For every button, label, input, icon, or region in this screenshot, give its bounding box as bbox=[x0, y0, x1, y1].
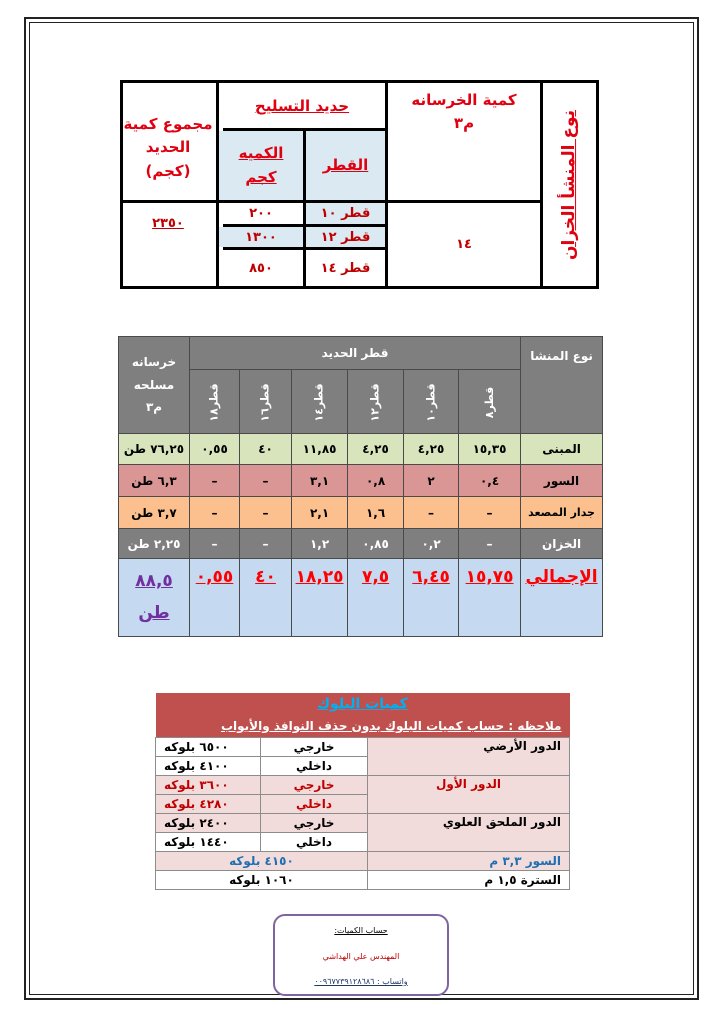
value-cell: ١,٢ bbox=[292, 529, 348, 559]
concrete-qty-header: كمية الخرسانه م٣ bbox=[411, 91, 517, 133]
count-cell: ٦٥٠٠ بلوكه bbox=[156, 737, 261, 756]
block-quantities-table bbox=[155, 693, 570, 890]
total-label: الإجمالي bbox=[521, 559, 603, 637]
count-cell: ٤٢٨٠ بلوكه bbox=[156, 794, 261, 813]
table-row bbox=[156, 851, 570, 870]
structure-type-header: نوع المنشأ الخزان bbox=[559, 109, 580, 260]
diameter-col-header: قطر٨ bbox=[459, 370, 521, 434]
value-cell: ١٥,٣٥ bbox=[459, 434, 521, 465]
concrete-cell: ٢,٢٥ طن bbox=[119, 529, 190, 559]
block-table-title: كميات البلوك bbox=[156, 693, 570, 715]
value-cell: ٤,٢٥ bbox=[404, 434, 459, 465]
value-cell: ١١,٨٥ bbox=[292, 434, 348, 465]
table-row bbox=[119, 465, 603, 497]
parapet-count: ١٠٦٠ بلوكه bbox=[156, 870, 368, 889]
quantity-cell: ١٣٠٠ bbox=[219, 227, 303, 247]
quantity-cell: ٢٠٠ bbox=[249, 206, 273, 221]
floor-label: الدور الأرضي bbox=[368, 737, 570, 775]
count-cell: ١٤٤٠ بلوكه bbox=[156, 832, 261, 851]
side-cell: خارجي bbox=[261, 813, 368, 832]
contact-card bbox=[273, 914, 449, 996]
count-cell: ٣٦٠٠ بلوكه bbox=[156, 775, 261, 794]
type-header: نوع المنشا bbox=[521, 337, 603, 434]
diameter-group-header: قطر الحديد bbox=[190, 337, 521, 370]
value-cell: ١,٦ bbox=[348, 497, 404, 529]
rebar-header: حديد التسليح bbox=[254, 97, 350, 116]
value-cell: – bbox=[240, 529, 292, 559]
count-cell: ٤١٠٠ بلوكه bbox=[156, 756, 261, 775]
table-row bbox=[156, 813, 570, 832]
concrete-cell: ٣,٧ طن bbox=[119, 497, 190, 529]
concrete-cell: ٦,٣ طن bbox=[119, 465, 190, 497]
value-cell: – bbox=[190, 497, 240, 529]
value-cell: ٠,٢ bbox=[404, 529, 459, 559]
quantity-header: الكميه كجم bbox=[219, 131, 303, 200]
total-value-cell: ٦,٤٥ bbox=[404, 559, 459, 637]
concrete-header: خرسانه مسلحه م٣ bbox=[119, 337, 190, 434]
value-cell: ٠,٥٥ bbox=[190, 434, 240, 465]
row-name: الخزان bbox=[521, 529, 603, 559]
concrete-steel-table bbox=[120, 80, 599, 289]
parapet-label: السترة ١,٥ م bbox=[368, 870, 570, 889]
value-cell: – bbox=[240, 465, 292, 497]
value-cell: – bbox=[190, 529, 240, 559]
value-cell: – bbox=[459, 529, 521, 559]
table-row bbox=[119, 529, 603, 559]
quantity-cell: ٨٥٠ bbox=[249, 260, 273, 276]
total-steel-value: ٢٣٥٠ bbox=[152, 215, 184, 231]
value-cell: ٠,٨٥ bbox=[348, 529, 404, 559]
value-cell: – bbox=[240, 497, 292, 529]
row-name: السور bbox=[521, 465, 603, 497]
value-cell: – bbox=[459, 497, 521, 529]
value-cell: ٣,١ bbox=[292, 465, 348, 497]
diameter-cell: قطر ١٢ bbox=[306, 227, 385, 247]
table-row bbox=[119, 434, 603, 465]
total-value-cell: ١٨,٢٥ bbox=[292, 559, 348, 637]
side-cell: خارجي bbox=[261, 775, 368, 794]
diameter-col-header: قطر١٤ bbox=[292, 370, 348, 434]
concrete-value: ١٤ bbox=[456, 237, 472, 252]
value-cell: ٠,٨ bbox=[348, 465, 404, 497]
card-title: حساب الكميات: bbox=[334, 926, 388, 935]
total-row bbox=[119, 559, 603, 637]
diameter-col-header: قطر١٨ bbox=[190, 370, 240, 434]
row-name: جدار المصعد bbox=[521, 497, 603, 529]
fence-label: السور ٣,٣ م bbox=[368, 851, 570, 870]
row-name: المبنى bbox=[521, 434, 603, 465]
whatsapp-number[interactable]: واتساب : ٠٠٩٦٧٧٣٩١٢٨٦٨٦ bbox=[314, 977, 408, 986]
value-cell: ٢ bbox=[404, 465, 459, 497]
side-cell: داخلي bbox=[261, 794, 368, 813]
table-row bbox=[119, 497, 603, 529]
total-value-cell: ١٥,٧٥ bbox=[459, 559, 521, 637]
side-cell: خارجي bbox=[261, 737, 368, 756]
engineer-name: المهندس علي الهداشي bbox=[322, 952, 400, 961]
diameter-col-header: قطر١٠ bbox=[404, 370, 459, 434]
floor-label: الدور الأول bbox=[368, 775, 570, 813]
steel-summary-table bbox=[118, 336, 603, 637]
side-cell: داخلي bbox=[261, 756, 368, 775]
total-steel-header: مجموع كمية الحديد (كجم) bbox=[123, 115, 213, 180]
total-value-cell: ٧,٥ bbox=[348, 559, 404, 637]
total-value-cell: ٤٠ bbox=[240, 559, 292, 637]
grand-total: ٨٨,٥ طن bbox=[119, 559, 190, 637]
value-cell: ٤,٢٥ bbox=[348, 434, 404, 465]
value-cell: – bbox=[190, 465, 240, 497]
total-value-cell: ٠,٥٥ bbox=[190, 559, 240, 637]
count-cell: ٢٤٠٠ بلوكه bbox=[156, 813, 261, 832]
value-cell: ٠,٤ bbox=[459, 465, 521, 497]
block-table-note: ملاحظه : حساب كميات البلوك بدون حذف النوافذ والأبواب bbox=[156, 715, 570, 737]
side-cell: داخلي bbox=[261, 832, 368, 851]
diameter-header: القطر bbox=[306, 131, 385, 200]
diameter-cell: قطر ١٤ bbox=[320, 260, 371, 276]
concrete-cell: ٧٦,٢٥ طن bbox=[119, 434, 190, 465]
table-row bbox=[156, 775, 570, 794]
table-row bbox=[156, 737, 570, 756]
value-cell: – bbox=[404, 497, 459, 529]
value-cell: ٢,١ bbox=[292, 497, 348, 529]
structure-type-header-cell bbox=[543, 83, 596, 286]
value-cell: ٤٠ bbox=[240, 434, 292, 465]
diameter-cell: قطر ١٠ bbox=[306, 203, 385, 224]
floor-label: الدور الملحق العلوي bbox=[368, 813, 570, 851]
diameter-col-header: قطر١٦ bbox=[240, 370, 292, 434]
table-row bbox=[156, 870, 570, 889]
diameter-col-header: قطر١٢ bbox=[348, 370, 404, 434]
fence-count: ٤١٥٠ بلوكه bbox=[156, 851, 368, 870]
